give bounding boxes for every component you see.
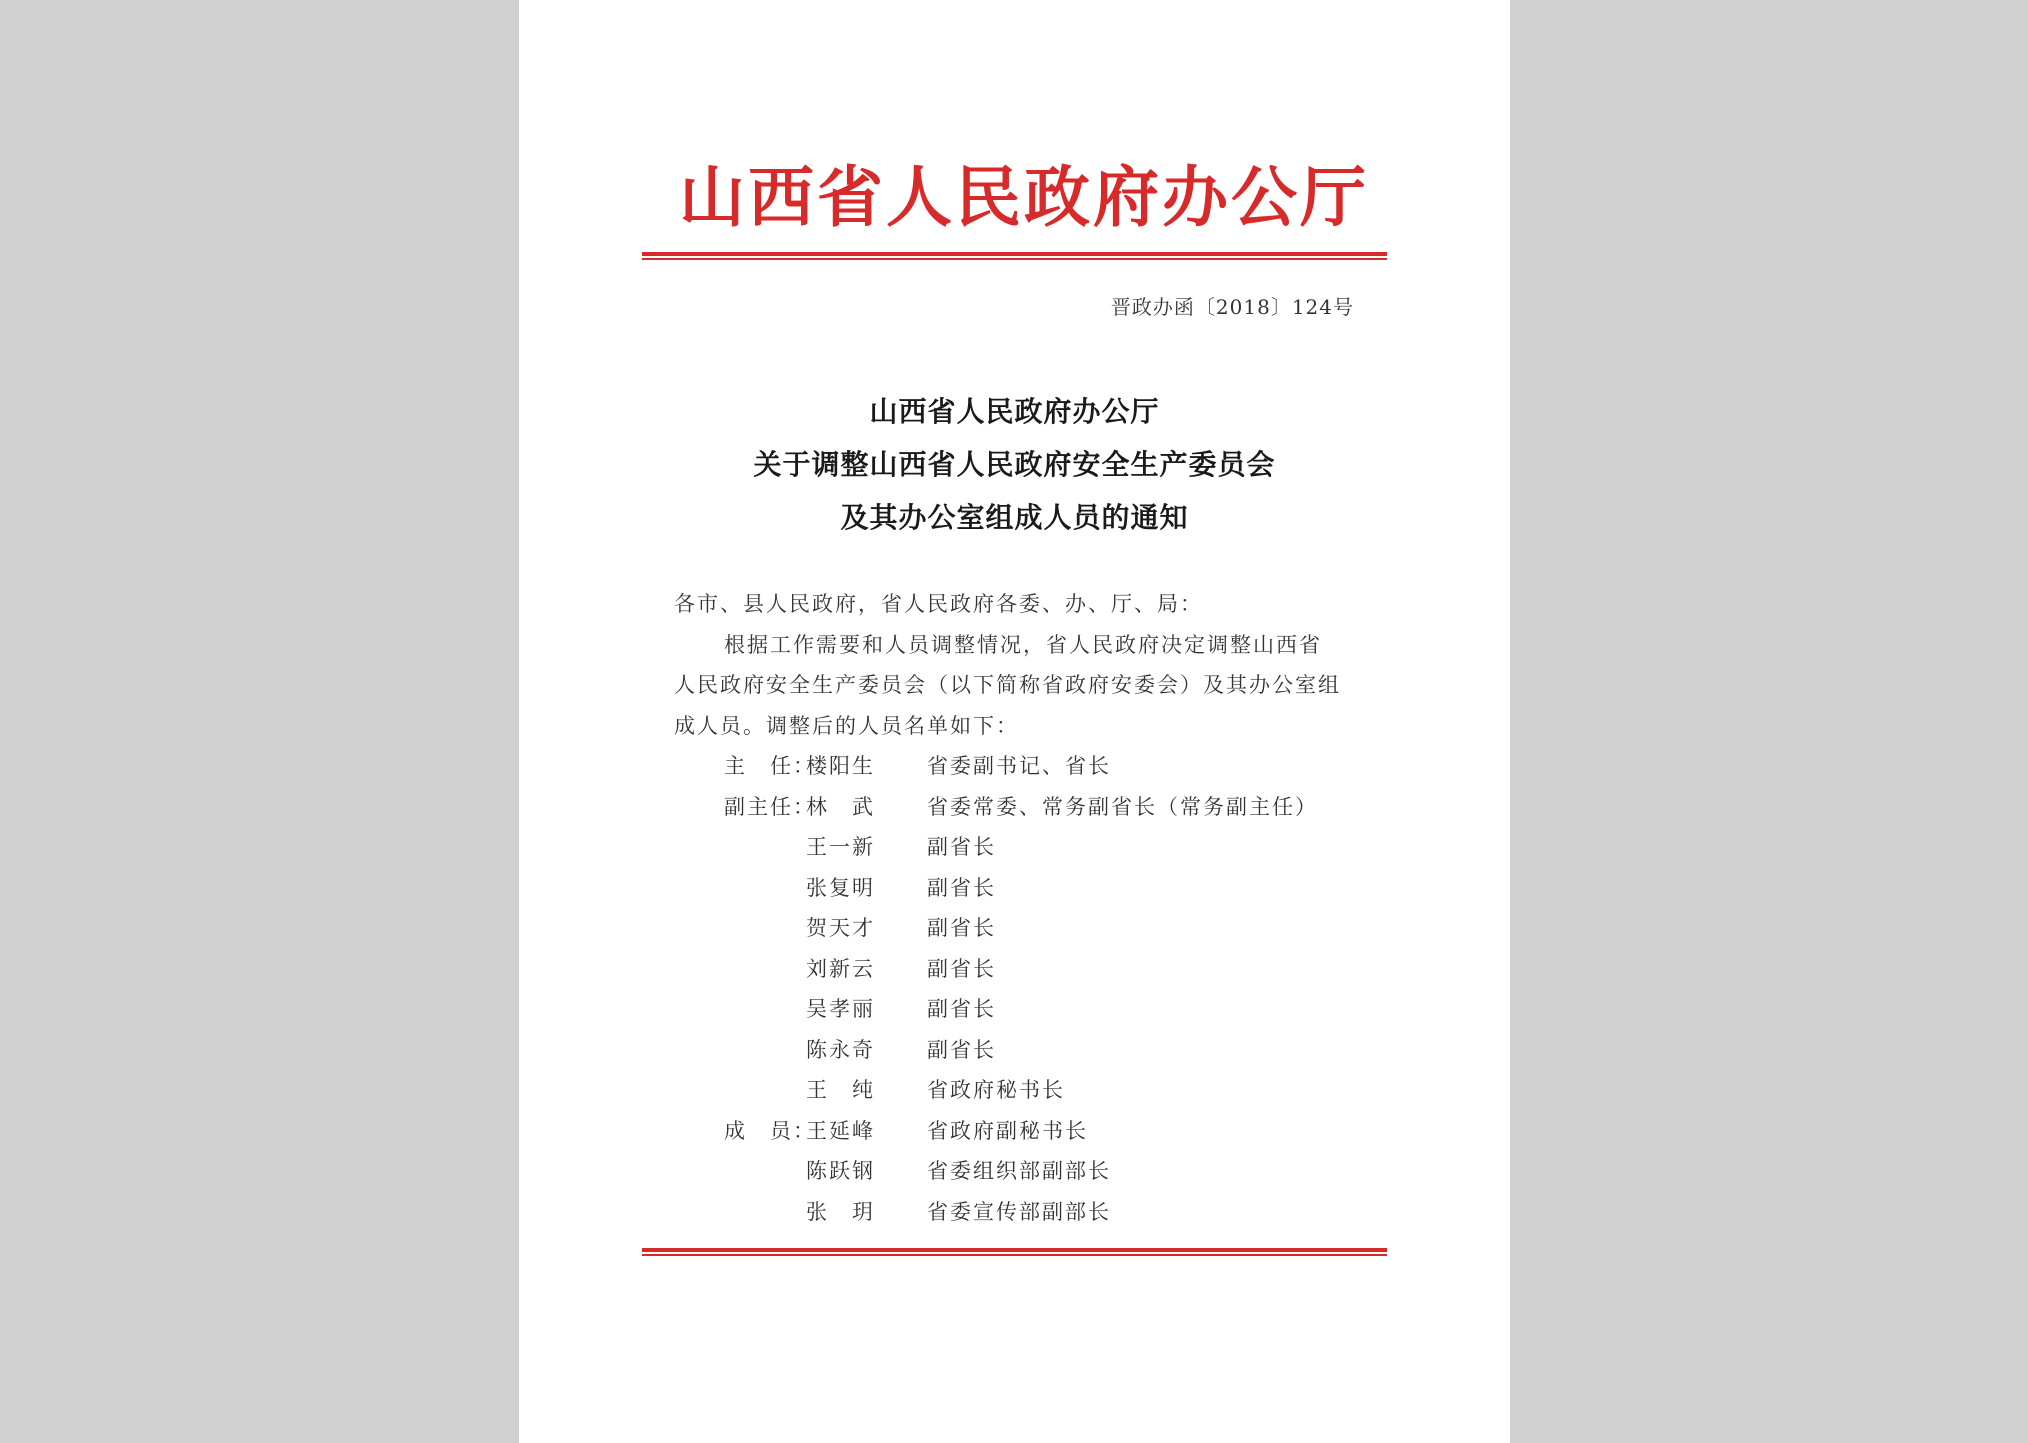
roster-title: 省委宣传部副部长 <box>927 1199 1111 1224</box>
roster-title: 省委副书记、省长 <box>927 754 1111 778</box>
document-number: 晋政办函〔2018〕124号 <box>1110 295 1354 319</box>
roster-name: 贺天才 <box>806 916 875 940</box>
footer-rule-thick <box>642 1248 1387 1252</box>
footer-rule-thin <box>642 1254 1387 1256</box>
roster-role: 成 员： <box>724 1118 816 1143</box>
roster-name: 刘新云 <box>806 956 875 981</box>
issuer-header-title: 山西省人民政府办公厅 <box>679 158 1369 236</box>
roster-name: 楼阳生 <box>806 754 875 778</box>
roster-name: 张复明 <box>806 875 875 900</box>
roster-name: 吴孝丽 <box>806 997 875 1021</box>
roster-name: 王 纯 <box>806 1078 875 1102</box>
salutation: 各市、县人民政府，省人民政府各委、办、厅、局： <box>674 592 1203 616</box>
roster-name: 陈跃钢 <box>806 1159 875 1183</box>
roster-title: 副省长 <box>927 835 996 859</box>
document-title <box>519 385 1510 544</box>
roster-role: 副主任： <box>724 794 816 819</box>
roster-name: 陈永奇 <box>806 1037 875 1062</box>
roster-title: 副省长 <box>927 997 996 1021</box>
document-body <box>674 584 1364 746</box>
document-title-line: 关于调整山西省人民政府安全生产委员会 <box>753 448 1276 481</box>
document-page <box>519 0 1510 1443</box>
document-title-line: 及其办公室组成人员的通知 <box>840 501 1189 534</box>
roster-title: 省委常委、常务副省长（常务副主任） <box>927 794 1318 819</box>
body-paragraph-line: 人民政府安全生产委员会（以下简称省政府安委会）及其办公室组 <box>674 673 1341 697</box>
footer-red-rule <box>642 1248 1387 1257</box>
roster-title: 副省长 <box>927 916 996 940</box>
roster-name: 张 玥 <box>806 1199 875 1224</box>
header-rule-thin <box>642 258 1387 260</box>
roster-title: 省政府副秘书长 <box>927 1118 1088 1143</box>
roster-title: 副省长 <box>927 956 996 981</box>
roster-title: 副省长 <box>927 1037 996 1062</box>
header-red-rule <box>642 252 1387 261</box>
roster-title: 省委组织部副部长 <box>927 1159 1111 1183</box>
roster-role: 主 任： <box>724 754 816 778</box>
body-paragraph-line: 根据工作需要和人员调整情况，省人民政府决定调整山西省 <box>724 632 1322 657</box>
body-paragraph-line: 成人员。调整后的人员名单如下： <box>674 713 1019 738</box>
roster-name: 王延峰 <box>806 1118 875 1143</box>
roster-name: 林 武 <box>806 794 875 819</box>
document-title-line: 山西省人民政府办公厅 <box>869 395 1160 428</box>
header-rule-thick <box>642 252 1387 256</box>
roster-title: 副省长 <box>927 875 996 900</box>
roster-name: 王一新 <box>806 835 875 859</box>
roster-title: 省政府秘书长 <box>927 1078 1065 1102</box>
